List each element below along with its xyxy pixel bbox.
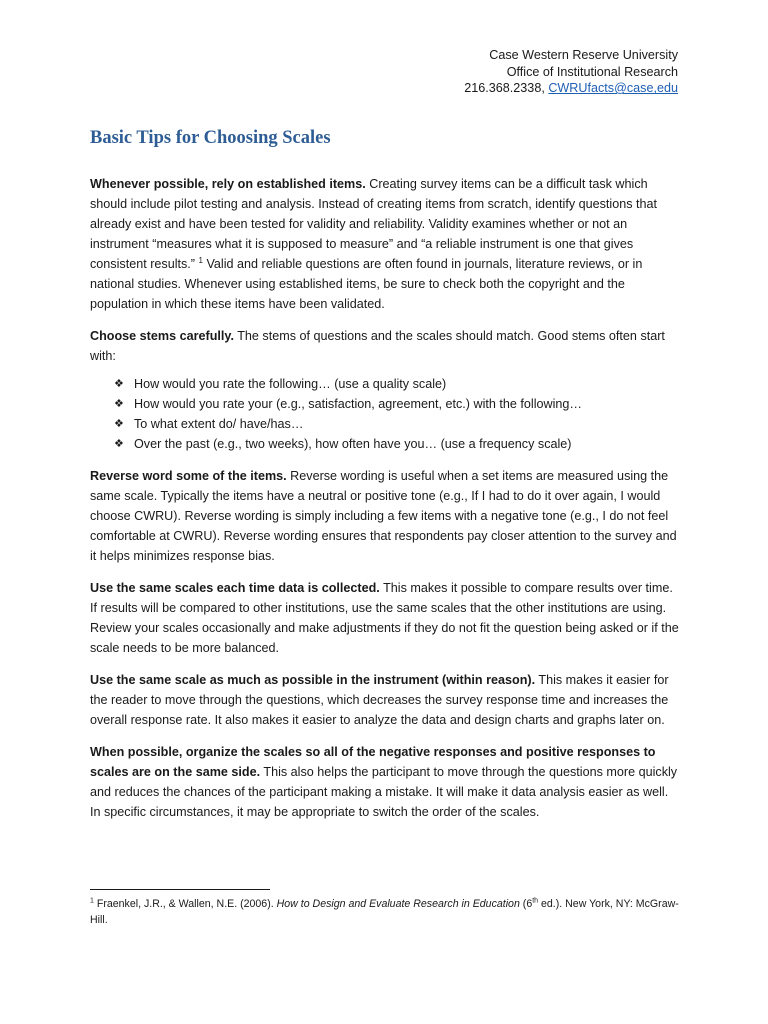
- list-item-text: How would you rate your (e.g., satisfaction, agreement, etc.) with the following…: [134, 397, 582, 411]
- paragraph-lead: Reverse word some of the items.: [90, 469, 287, 483]
- letterhead: [464, 47, 678, 97]
- paragraph-lead: Choose stems carefully.: [90, 329, 234, 343]
- paragraph-text: The stems of questions and the scales should match. Good stems often start with:: [90, 329, 665, 363]
- page-title: Basic Tips for Choosing Scales: [90, 128, 331, 148]
- list-item: [114, 434, 680, 454]
- footnote: [90, 897, 680, 928]
- office-name: Office of Institutional Research: [506, 64, 678, 79]
- list-item-text: To what extent do/ have/has…: [134, 417, 304, 431]
- footnote-divider: [90, 889, 270, 890]
- footnote-edition-suffix: th: [532, 897, 539, 905]
- paragraph-established-items: [90, 174, 680, 314]
- email-link[interactable]: CWRUfacts@case,edu: [548, 81, 678, 96]
- contact-line: [464, 80, 678, 97]
- footnote-number: 1: [90, 897, 94, 905]
- footnote-authors: Fraenkel, J.R., & Wallen, N.E. (2006).: [93, 898, 277, 910]
- paragraph-stems: [90, 326, 680, 366]
- paragraph-text: Creating survey items can be a difficult task which should include pilot testing and analysis. Instead of creating items from scratch, identify questions that already exist and have been tested for validity and reliability. Validity examines whether or not an instrument “measures what it is supposed to measure” and “a reliable instrument is one that gives consistent results.”: [90, 177, 658, 271]
- document-body: [90, 174, 680, 834]
- footnote-ref: 1: [198, 255, 203, 265]
- footnote-book-title: How to Design and Evaluate Research in Education: [276, 898, 520, 910]
- paragraph-text: This also helps the participant to move through the questions more quickly and reduces the chances of the participant making a mistake. It will make it data analysis easier as well. In specific circumstances, it may be appropriate to switch the order of the scales.: [90, 765, 678, 819]
- footnote-edition: (6: [519, 898, 533, 910]
- paragraph-lead: When possible, organize the scales so all of the negative responses and positive responses to scales are on the same side.: [90, 745, 656, 779]
- list-item: [114, 394, 680, 414]
- diamond-bullet-icon: ❖: [114, 418, 124, 430]
- paragraph-same-scale-instrument: [90, 670, 680, 730]
- footnote-publisher: ed.). New York, NY: McGraw-Hill.: [90, 898, 679, 926]
- paragraph-lead: Use the same scale as much as possible in the instrument (within reason).: [90, 673, 536, 687]
- org-name: Case Western Reserve University: [489, 48, 678, 62]
- diamond-bullet-icon: ❖: [114, 438, 124, 450]
- stem-examples-list: [90, 374, 680, 454]
- paragraph-same-scales-each-time: [90, 578, 680, 658]
- paragraph-text: This makes it possible to compare results over time. If results will be compared to other institutions, use the same scales that the other institutions are using. Review your scales occasionally and make adjustments if they do not fit the question being asked or if the scale needs to be more balanced.: [90, 581, 679, 655]
- diamond-bullet-icon: ❖: [114, 378, 124, 390]
- diamond-bullet-icon: ❖: [114, 398, 124, 410]
- list-item: [114, 414, 680, 434]
- phone-number: 216.368.2338,: [464, 81, 549, 96]
- paragraph-text: This makes it easier for the reader to move through the questions, which decreases the survey response time and increases the overall response rate. It also makes it easier to analyze the data and design charts and graphs later on.: [90, 673, 669, 727]
- paragraph-lead: Use the same scales each time data is collected.: [90, 581, 380, 595]
- paragraph-reverse-word: [90, 466, 680, 566]
- list-item-text: Over the past (e.g., two weeks), how often have you… (use a frequency scale): [134, 437, 572, 451]
- paragraph-organize-scales: [90, 742, 680, 822]
- paragraph-lead: Whenever possible, rely on established items.: [90, 177, 366, 191]
- list-item-text: How would you rate the following… (use a quality scale): [134, 377, 447, 391]
- list-item: [114, 374, 680, 394]
- paragraph-text: Valid and reliable questions are often found in journals, literature reviews, or in national studies. Whenever using established items, be sure to check both the copyright and the population in which these items have been validated.: [90, 257, 643, 311]
- paragraph-text: Reverse wording is useful when a set items are measured using the same scale. Typically the items have a neutral or positive tone (e.g., If I had to do it over again, I would choose CWRU). Reverse wording is simply including a few items with a negative tone (e.g., I do not feel comfortable at CWRU). Reverse wording ensures that respondents pay closer attention to the survey and it helps minimizes response bias.: [90, 469, 677, 563]
